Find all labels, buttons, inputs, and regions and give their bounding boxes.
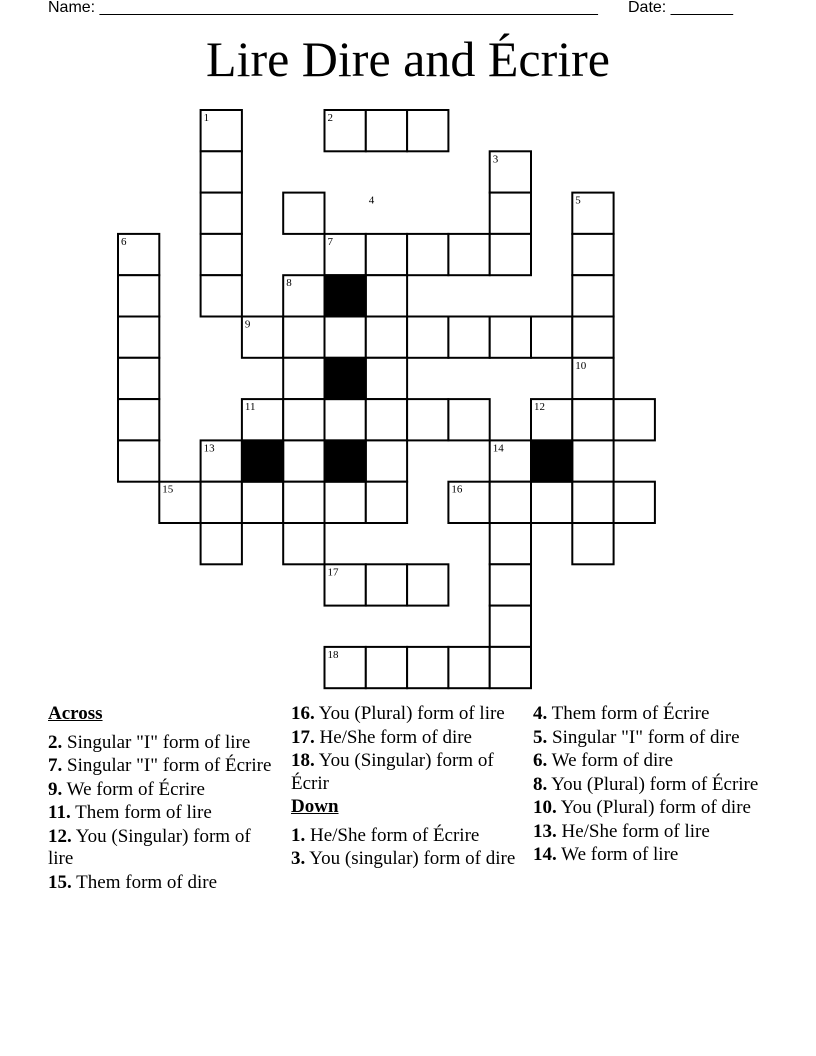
grid-cell[interactable] (572, 523, 613, 564)
clue-down-4: 4. Them form of Écrire (533, 703, 710, 724)
grid-number-11: 11 (244, 401, 256, 414)
grid-cell[interactable] (118, 399, 159, 440)
grid-cell[interactable] (366, 234, 407, 275)
clue-down-8: 8. You (Plural) form of Écrire (533, 773, 759, 795)
grid-cell[interactable] (407, 234, 448, 275)
grid-number-9: 9 (244, 318, 251, 331)
clue-across-16: 16. You (Plural) form of lire (291, 703, 505, 724)
grid-cell[interactable] (572, 317, 613, 358)
grid-cell[interactable] (283, 317, 324, 358)
grid-cell[interactable] (572, 234, 613, 275)
grid-number-8: 8 (286, 277, 292, 290)
grid-cell[interactable] (325, 317, 366, 358)
grid-cell[interactable] (201, 193, 242, 234)
grid-cell[interactable] (490, 647, 531, 688)
grid-cell[interactable] (407, 317, 448, 358)
grid-cell[interactable] (201, 482, 242, 523)
grid-number-16: 16 (451, 483, 463, 496)
grid-cell[interactable] (572, 482, 613, 523)
grid-cell[interactable] (490, 606, 531, 647)
grid-cell[interactable] (325, 482, 366, 523)
grid-cell[interactable] (614, 482, 655, 523)
date-label: Date: (628, 0, 667, 16)
name-label: Name: (48, 0, 96, 16)
grid-cell[interactable] (448, 317, 489, 358)
grid-cell[interactable] (366, 482, 407, 523)
grid-cell[interactable] (283, 399, 324, 440)
grid-number-6: 6 (121, 235, 127, 248)
name-blank[interactable]: ________________________________________________________ (99, 0, 598, 16)
clue-across-18: 18. You (Singular) form of Écrir (291, 750, 494, 794)
grid-cell[interactable] (490, 234, 531, 275)
clue-across-12: 12. You (Singular) form of lire (48, 825, 251, 869)
grid-number-10: 10 (575, 359, 587, 372)
grid-cell[interactable] (366, 399, 407, 440)
grid-cell[interactable] (572, 399, 613, 440)
grid-block (242, 440, 283, 481)
grid-cell[interactable] (366, 564, 407, 605)
grid-cell[interactable] (490, 317, 531, 358)
grid-cell[interactable] (366, 358, 407, 399)
grid-cell[interactable] (572, 440, 613, 481)
grid-block (325, 440, 366, 481)
grid-cell[interactable] (407, 399, 448, 440)
grid-cell[interactable] (531, 317, 572, 358)
grid-cell[interactable] (242, 482, 283, 523)
grid-cell[interactable] (118, 317, 159, 358)
grid-cell[interactable] (407, 564, 448, 605)
grid-cell[interactable] (448, 647, 489, 688)
down-heading: Down (291, 796, 339, 817)
clue-across-2: 2. Singular "I" form of lire (48, 731, 251, 753)
across-heading: Across (48, 703, 103, 724)
clue-down-1: 1. He/She form of Écrire (291, 824, 480, 846)
clues-column-1 (48, 703, 278, 895)
grid-number-18: 18 (327, 648, 339, 661)
clues-column-3 (533, 703, 763, 868)
grid-number-13: 13 (203, 442, 215, 455)
grid-cell[interactable] (490, 482, 531, 523)
clue-across-17: 17. He/She form of dire (291, 726, 472, 748)
grid-cell[interactable] (490, 523, 531, 564)
grid-cell[interactable] (201, 523, 242, 564)
grid-cell[interactable] (490, 564, 531, 605)
grid-cell[interactable] (366, 317, 407, 358)
grid-cell[interactable] (614, 399, 655, 440)
grid-cell[interactable] (283, 440, 324, 481)
clue-down-6: 6. We form of dire (533, 750, 674, 771)
clue-across-7: 7. Singular "I" form of Écrire (48, 755, 272, 776)
grid-cell[interactable] (366, 110, 407, 151)
grid-number-2: 2 (327, 112, 333, 124)
grid-number-5: 5 (575, 194, 581, 207)
grid-block (325, 275, 366, 316)
grid-number-12: 12 (534, 401, 545, 414)
grid-cell[interactable] (283, 193, 324, 234)
date-blank[interactable]: _______ (670, 0, 733, 16)
grid-cell[interactable] (283, 523, 324, 564)
clue-across-11: 11. Them form of lire (48, 802, 212, 823)
clue-down-10: 10. You (Plural) form of dire (533, 797, 751, 818)
grid-cell[interactable] (283, 482, 324, 523)
grid-cell[interactable] (118, 440, 159, 481)
grid-cell[interactable] (366, 647, 407, 688)
clue-across-15: 15. Them form of dire (48, 871, 218, 893)
grid-number-7: 7 (327, 235, 333, 248)
grid-cell[interactable] (572, 275, 613, 316)
grid-cell[interactable] (201, 275, 242, 316)
grid-number-15: 15 (162, 483, 174, 496)
grid-number-17: 17 (327, 566, 339, 579)
grid-cell[interactable] (325, 399, 366, 440)
clue-across-9: 9. We form of Écrire (48, 778, 205, 800)
grid-block (531, 440, 572, 481)
grid-cell[interactable] (490, 193, 531, 234)
grid-number-1: 1 (203, 112, 210, 124)
grid-cell[interactable] (407, 110, 448, 151)
grid-number-3: 3 (492, 153, 499, 166)
grid-cell[interactable] (531, 482, 572, 523)
grid-cell[interactable] (448, 234, 489, 275)
clue-down-5: 5. Singular "I" form of dire (533, 726, 740, 748)
page-title: Lire Dire and Écrire (206, 31, 610, 87)
grid-cell[interactable] (283, 358, 324, 399)
grid-block (325, 358, 366, 399)
grid-number-4: 4 (368, 194, 375, 207)
grid-cell[interactable] (366, 275, 407, 316)
clue-down-14: 14. We form of lire (533, 844, 679, 865)
grid-cell[interactable] (201, 234, 242, 275)
grid-cell[interactable] (201, 151, 242, 192)
grid-number-14: 14 (492, 442, 504, 455)
grid-cell[interactable] (407, 647, 448, 688)
clues-column-2 (291, 703, 521, 872)
grid-cell[interactable] (448, 399, 489, 440)
grid-cell[interactable] (118, 275, 159, 316)
clue-down-3: 3. You (singular) form of dire (291, 848, 516, 869)
grid-cell[interactable] (118, 358, 159, 399)
grid-cell[interactable] (366, 440, 407, 481)
clue-down-13: 13. He/She form of lire (533, 820, 710, 842)
